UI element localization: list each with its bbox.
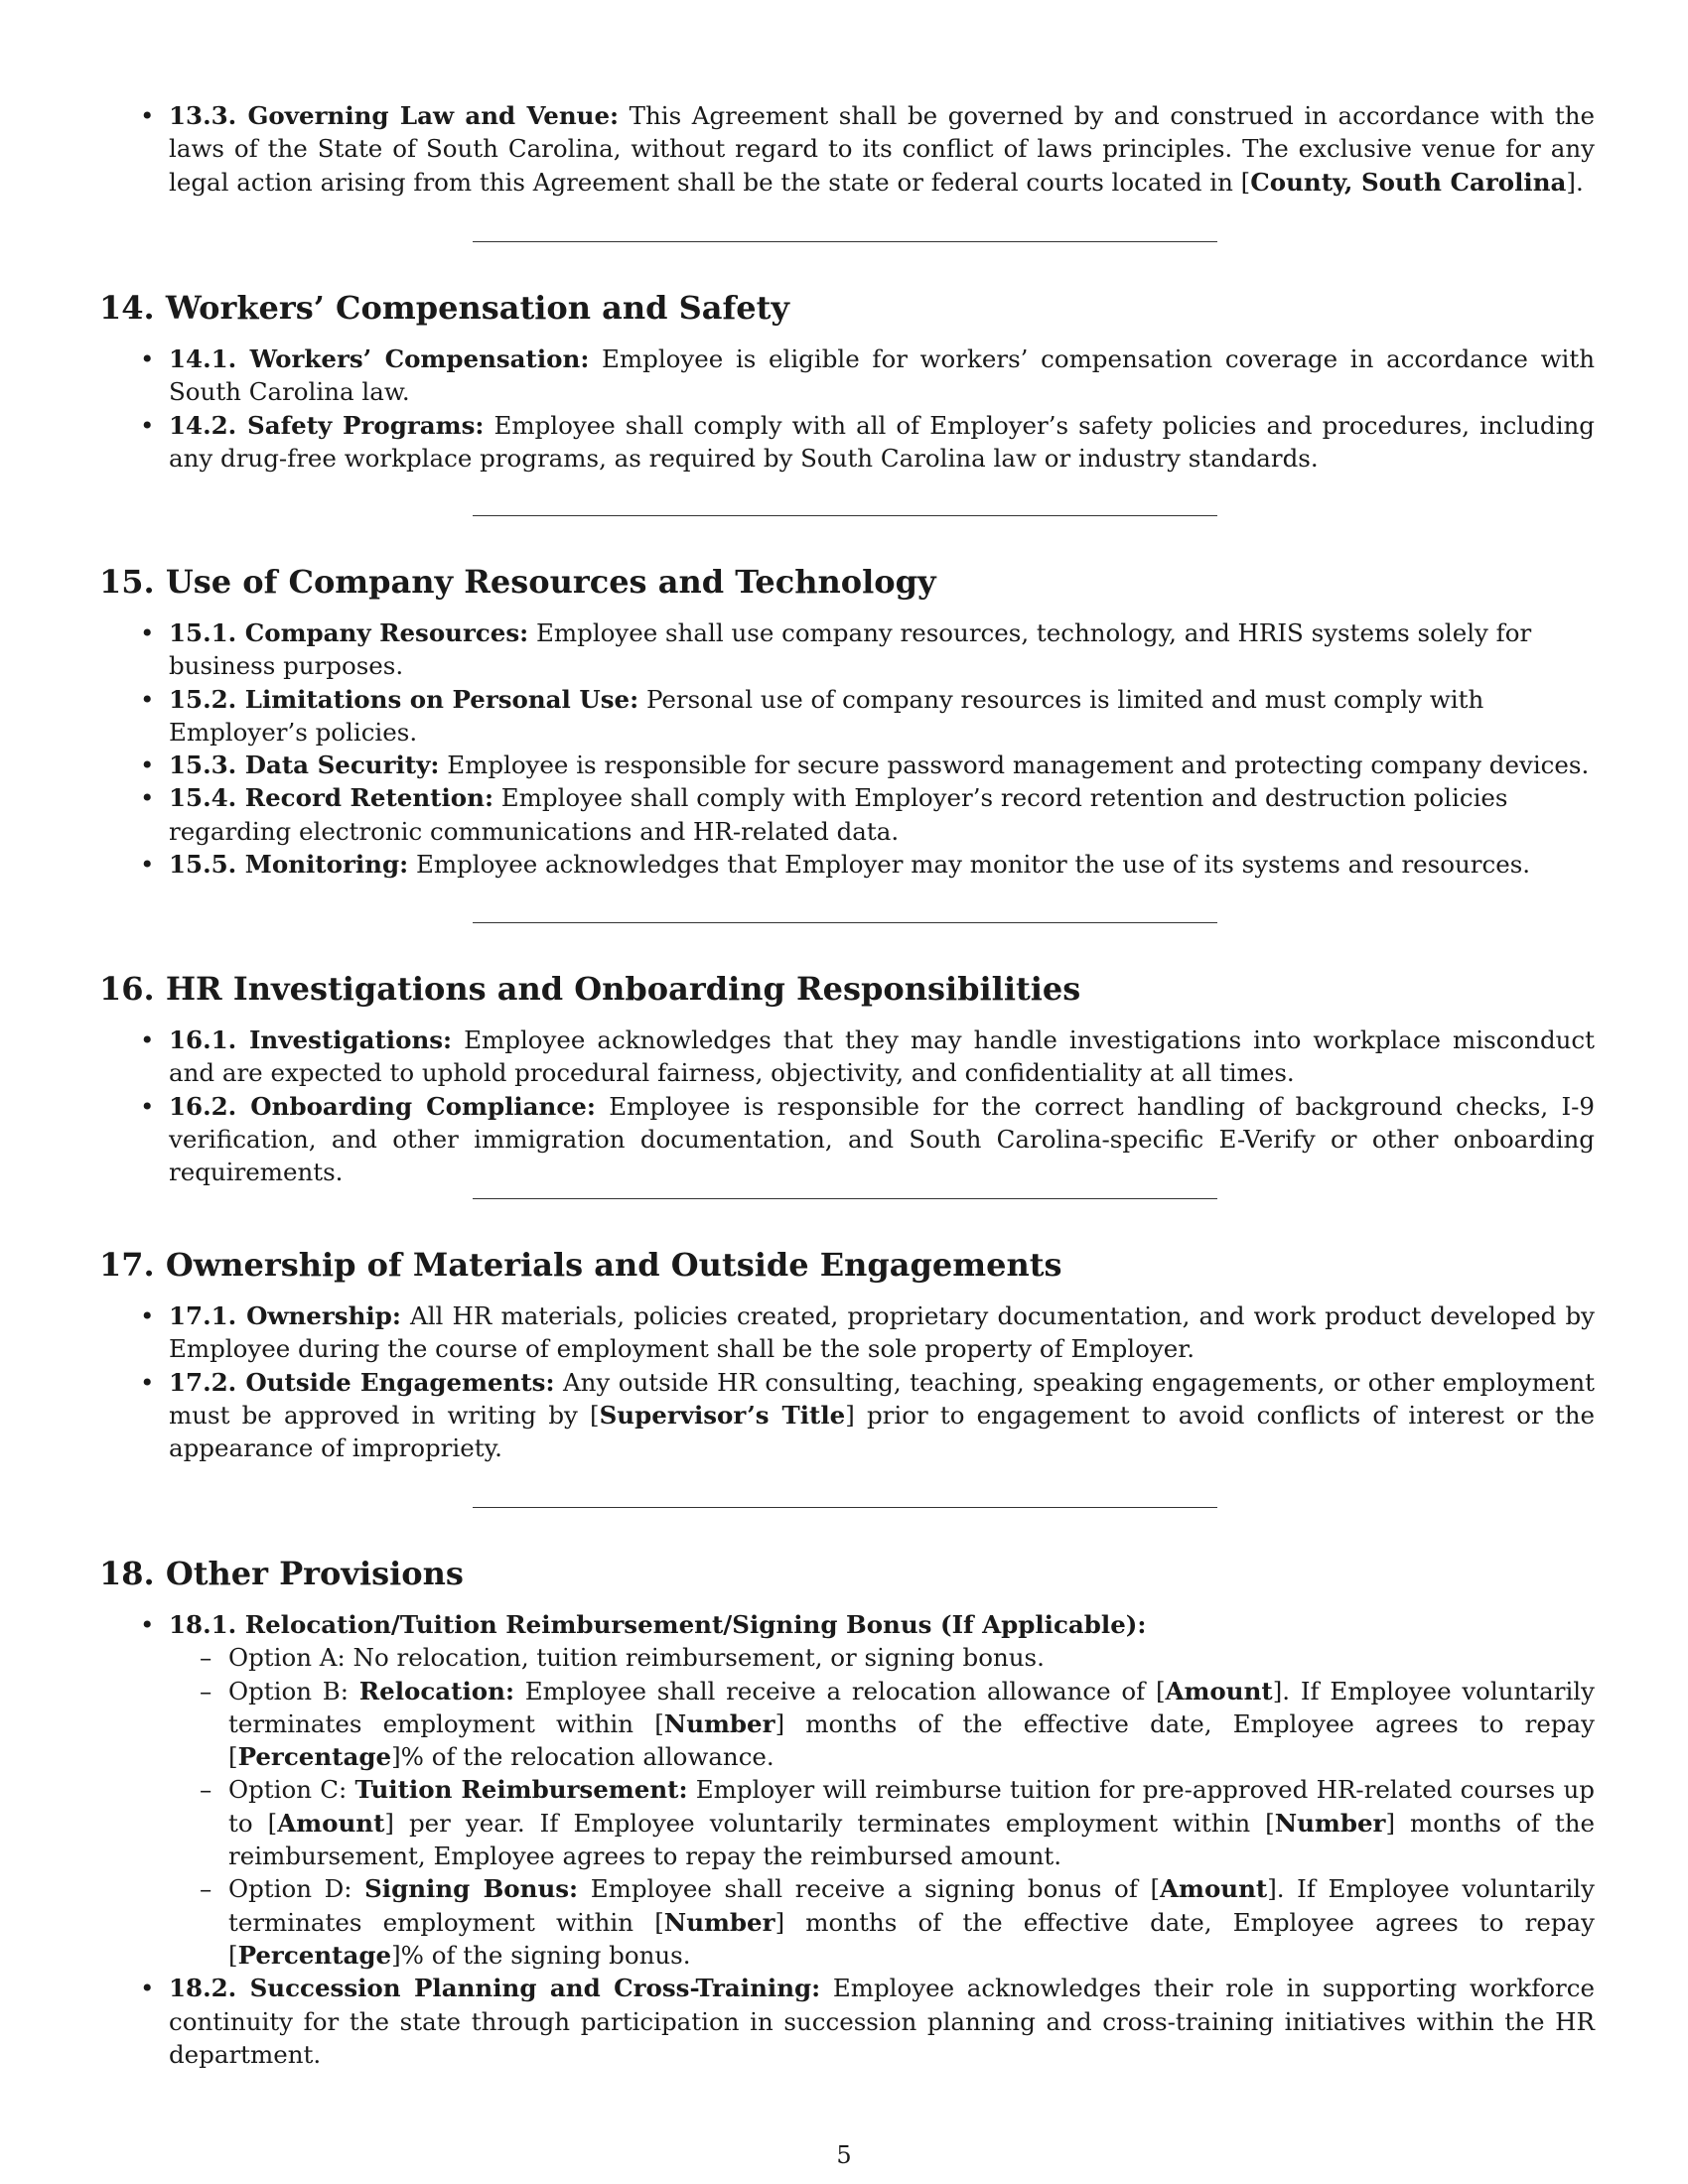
clause-text: Employee shall use company resources, technology, and HRIS systems solely for business purposes. <box>169 618 1532 681</box>
clause-text: This Agreement shall be governed by and construed in accordance with the laws of the State of South Carolina, without regard to its conflict of laws principles. The exclusive venue for any legal action arising from this Agreement shall be the state or federal courts located in [ <box>169 101 1595 197</box>
placeholder-amount: Amount <box>1165 1676 1273 1706</box>
clause-label: 15.3. Data Security: <box>169 751 440 780</box>
option-text: Employer will reimburse tuition for pre-approved HR-related courses up to [ <box>228 1775 1595 1838</box>
clause-14-2 <box>169 409 1595 476</box>
option-label: Signing Bonus: <box>364 1874 579 1904</box>
section-17-heading: 17. Ownership of Materials and Outside Engagements <box>99 1246 1062 1284</box>
option-c <box>228 1773 1595 1872</box>
option-text: ] months of the effective date, Employee agrees to repay [ <box>228 1907 1596 1970</box>
option-text: ] months of the reimbursement, Employee agrees to repay the reimbursed amount. <box>228 1808 1595 1871</box>
clause-17-1 <box>169 1299 1595 1366</box>
placeholder-number: Number <box>1274 1808 1386 1838</box>
clause-label: 17.2. Outside Engagements: <box>169 1367 555 1397</box>
section-18-list <box>169 1608 1595 2071</box>
section-divider <box>473 241 1217 242</box>
clause-text: Employee shall comply with Employer’s record retention and destruction policies regarding electronic communications and HR-related data. <box>169 783 1508 846</box>
clause-label: 17.1. Ownership: <box>169 1301 401 1330</box>
option-label: Tuition Reimbursement: <box>354 1775 688 1805</box>
clause-text: Employee is responsible for the correct handling of background checks, I-9 verification, and other immigration documentation, and South Carolina-specific E-Verify or other onboarding requirements. <box>169 1091 1595 1187</box>
clause-text: All HR materials, policies created, proprietary documentation, and work product developed by Employee during the course of employment shall be the sole property of Employer. <box>169 1301 1595 1364</box>
placeholder-amount: Amount <box>1160 1874 1268 1904</box>
clause-label: 13.3. Governing Law and Venue: <box>169 101 620 130</box>
option-d <box>228 1872 1595 1972</box>
option-text: ]% of the signing bonus. <box>391 1940 691 1970</box>
section-divider <box>473 1507 1217 1508</box>
clause-13-3 <box>169 99 1595 199</box>
clause-16-1 <box>169 1024 1595 1090</box>
clause-label: 18.1. Relocation/Tuition Reimbursement/Signing Bonus (If Applicable): <box>169 1610 1147 1639</box>
clause-label: 16.1. Investigations: <box>169 1025 453 1054</box>
clause-text: Employee is responsible for secure password management and protecting company devices. <box>447 751 1590 780</box>
clause-17-2 <box>169 1366 1595 1465</box>
option-list <box>169 1641 1595 1972</box>
placeholder-percentage: Percentage <box>237 1742 392 1772</box>
section-13-list <box>169 99 1595 199</box>
placeholder-amount: Amount <box>277 1808 385 1838</box>
clause-text: Personal use of company resources is limited and must comply with Employer’s policies. <box>169 684 1484 747</box>
clause-text-end: ] prior to engagement to avoid conflicts of interest or the appearance of impropriety. <box>169 1400 1595 1463</box>
option-text: Employee shall receive a signing bonus of [ <box>590 1874 1161 1904</box>
option-prefix: Option C: <box>228 1775 348 1805</box>
option-text: ]. If Employee voluntarily terminates employment within [ <box>228 1676 1595 1738</box>
placeholder-percentage: Percentage <box>237 1940 392 1970</box>
option-prefix: Option D: <box>228 1874 352 1904</box>
clause-text: Employee shall comply with all of Employer’s safety policies and procedures, including any drug-free workplace programs, as required by South Carolina law or industry standards. <box>169 410 1595 473</box>
clause-15-2 <box>169 683 1595 750</box>
clause-text-end: ]. <box>1566 167 1584 197</box>
section-divider <box>473 515 1217 516</box>
option-label: Relocation: <box>358 1676 514 1706</box>
option-text: ]. If Employee voluntarily terminates employment within [ <box>228 1874 1595 1937</box>
option-text: ] per year. If Employee voluntarily terminates employment within [ <box>384 1808 1275 1838</box>
section-17-list <box>169 1299 1595 1464</box>
section-divider <box>473 1198 1217 1199</box>
section-15-list <box>169 616 1595 881</box>
clause-label: 16.2. Onboarding Compliance: <box>169 1091 596 1121</box>
section-16-heading: 16. HR Investigations and Onboarding Responsibilities <box>99 970 1081 1008</box>
section-14-list <box>169 342 1595 475</box>
clause-15-3 <box>169 749 1595 781</box>
placeholder-number: Number <box>663 1907 775 1937</box>
clause-15-1 <box>169 616 1595 683</box>
section-18-heading: 18. Other Provisions <box>99 1555 464 1592</box>
section-14-heading: 14. Workers’ Compensation and Safety <box>99 289 789 327</box>
option-text: ] months of the effective date, Employee agrees to repay [ <box>228 1708 1596 1772</box>
clause-label: 15.4. Record Retention: <box>169 783 493 813</box>
option-text: Employee shall receive a relocation allowance of [ <box>524 1676 1166 1706</box>
clause-text: Employee acknowledges their role in supporting workforce continuity for the state through participation in succession planning and cross-training initiatives within the HR department. <box>169 1974 1595 2069</box>
option-text: ]% of the relocation allowance. <box>391 1742 774 1772</box>
clause-label: 15.1. Company Resources: <box>169 618 529 647</box>
clause-label: 18.2. Succession Planning and Cross-Training: <box>169 1974 821 2003</box>
clause-14-1 <box>169 342 1595 409</box>
option-prefix: Option B: <box>228 1676 350 1706</box>
placeholder-supervisor-title: Supervisor’s Title <box>599 1400 846 1430</box>
option-b <box>228 1675 1595 1774</box>
clause-text: Employee acknowledges that Employer may monitor the use of its systems and resources. <box>415 850 1531 880</box>
option-text: Option A: No relocation, tuition reimbursement, or signing bonus. <box>228 1643 1045 1673</box>
section-16-list <box>169 1024 1595 1188</box>
option-a <box>228 1641 1595 1674</box>
section-divider <box>473 922 1217 923</box>
clause-text: Employee is eligible for workers’ compensation coverage in accordance with South Carolina law. <box>169 344 1595 407</box>
clause-text: Any outside HR consulting, teaching, speaking engagements, or other employment must be approved in writing by [ <box>169 1367 1595 1430</box>
clause-label: 14.1. Workers’ Compensation: <box>169 344 590 373</box>
placeholder-number: Number <box>663 1708 775 1738</box>
clause-18-1 <box>169 1608 1595 1972</box>
clause-15-4 <box>169 781 1595 848</box>
clause-label: 15.2. Limitations on Personal Use: <box>169 684 639 714</box>
placeholder-county: County, South Carolina <box>1250 167 1567 197</box>
clause-15-5 <box>169 848 1595 881</box>
page-number: 5 <box>836 2141 852 2169</box>
clause-16-2 <box>169 1090 1595 1189</box>
section-15-heading: 15. Use of Company Resources and Technology <box>99 563 936 601</box>
clause-label: 15.5. Monitoring: <box>169 850 409 880</box>
clause-18-2 <box>169 1972 1595 2071</box>
clause-text: Employee acknowledges that they may handle investigations into workplace misconduct and are expected to uphold procedural fairness, objectivity, and confidentiality at all times. <box>169 1025 1595 1088</box>
clause-label: 14.2. Safety Programs: <box>169 410 485 440</box>
